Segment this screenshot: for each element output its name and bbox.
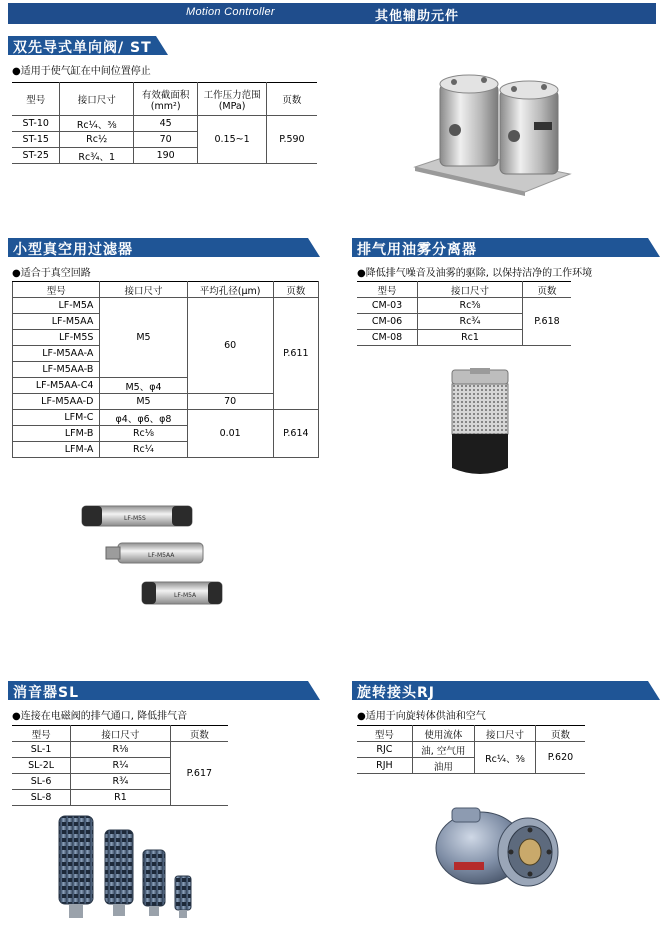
model-cell: LF-M5AA-A (13, 346, 100, 362)
silencer-photo (55, 812, 205, 924)
port-cell: Rc¼、⅜ (60, 116, 134, 132)
column-header: 型号 (357, 726, 412, 742)
table-row (13, 298, 319, 314)
section-bullet: ●适用于使气缸在中间位置停止 (12, 66, 151, 77)
fluid-cell: 油, 空气用 (412, 742, 474, 758)
table-row (13, 410, 319, 426)
model-cell: LF-M5AA-B (13, 362, 100, 378)
model-cell: LF-M5S (13, 330, 100, 346)
port-cell: R⅛ (71, 742, 170, 758)
port-cell: φ4、φ6、φ8 (100, 410, 187, 426)
page-cell: P.618 (522, 298, 571, 346)
product-label: LF-M5S (124, 515, 146, 522)
area-cell: 190 (134, 148, 198, 164)
column-header: 型号 (357, 282, 418, 298)
model-cell: LFM-C (13, 410, 100, 426)
port-cell: Rc¾ (418, 314, 523, 330)
section-title: 排气用油雾分离器 (357, 242, 477, 258)
pore-cell: 0.01 (187, 410, 273, 458)
model-cell: SL-6 (12, 774, 71, 790)
mist-separator-photo (440, 368, 520, 480)
silencer-spec-table (12, 725, 228, 806)
section-title: 旋转接头RJ (357, 685, 435, 701)
column-header: 平均孔径(μm) (187, 282, 273, 298)
column-header: 接口尺寸 (474, 726, 535, 742)
model-cell: SL-8 (12, 790, 71, 806)
product-label: LF-M5A (174, 592, 197, 599)
model-cell: LF-M5AA (13, 314, 100, 330)
page-cell: P.617 (170, 742, 228, 806)
table-row (357, 298, 571, 314)
mist-spec-table (357, 281, 571, 346)
model-cell: RJC (357, 742, 412, 758)
section-header-silencer (8, 681, 320, 700)
model-cell: ST-15 (12, 132, 60, 148)
table-row (12, 742, 228, 758)
fluid-cell: 油用 (412, 758, 474, 774)
column-header: 有效截面积 (mm²) (134, 83, 198, 116)
st-spec-table (12, 82, 317, 164)
model-cell: LF-M5AA-C4 (13, 378, 100, 394)
rotary-joint-photo (432, 800, 562, 895)
port-cell: Rc⅜ (418, 298, 523, 314)
page-cell: P.620 (535, 742, 585, 774)
brand-label: Motion Controller (186, 6, 275, 18)
port-cell: R1 (71, 790, 170, 806)
port-cell: Rc1 (418, 330, 523, 346)
section-bullet: ●适用于向旋转体供油和空气 (357, 711, 486, 722)
port-cell: Rc¼ (100, 442, 187, 458)
check-valve-photo (410, 62, 575, 197)
section-title: 消音器SL (13, 685, 80, 701)
filter-spec-table (12, 281, 319, 458)
page-cell: P.611 (273, 298, 318, 410)
model-cell: CM-06 (357, 314, 418, 330)
section-header-filter (8, 238, 320, 257)
column-header: 使用流体 (412, 726, 474, 742)
section-title: 双先导式单向阀/ ST (13, 40, 152, 56)
product-label: LF-M5AA (148, 552, 175, 559)
table-row (357, 742, 585, 758)
column-header: 页数 (535, 726, 585, 742)
pore-cell: 60 (187, 298, 273, 394)
table-row (12, 116, 317, 132)
port-cell: Rc½ (60, 132, 134, 148)
port-cell: R¼ (71, 758, 170, 774)
column-header: 工作压力范围 (MPa) (198, 83, 266, 116)
page-cell: P.614 (273, 410, 318, 458)
column-header: 接口尺寸 (60, 83, 134, 116)
port-cell: R¾ (71, 774, 170, 790)
model-cell: LF-M5AA-D (13, 394, 100, 410)
model-cell: LF-M5A (13, 298, 100, 314)
section-bullet: ●降低排气噪音及油雾的驱除, 以保持洁净的工作环境 (357, 268, 593, 279)
port-cell: Rc⅛ (100, 426, 187, 442)
pressure-cell: 0.15~1 (198, 116, 266, 164)
column-header: 页数 (170, 726, 228, 742)
section-title: 小型真空用过滤器 (13, 242, 133, 258)
rj-spec-table (357, 725, 585, 774)
column-header: 页数 (266, 83, 317, 116)
vacuum-filter-photo (78, 498, 228, 610)
section-bullet: ●连接在电磁阀的排气通口, 降低排气音 (12, 711, 188, 722)
port-cell: Rc¼、⅜ (474, 742, 535, 774)
model-cell: ST-25 (12, 148, 60, 164)
column-header: 接口尺寸 (71, 726, 170, 742)
model-cell: CM-08 (357, 330, 418, 346)
section-header-rotary-joint (352, 681, 660, 700)
section-header-mist-separator (352, 238, 660, 257)
model-cell: RJH (357, 758, 412, 774)
column-header: 接口尺寸 (100, 282, 187, 298)
model-cell: LFM-A (13, 442, 100, 458)
column-header: 型号 (12, 83, 60, 116)
model-cell: ST-10 (12, 116, 60, 132)
pore-cell: 70 (187, 394, 273, 410)
page-header-bar (8, 3, 656, 24)
model-cell: SL-1 (12, 742, 71, 758)
model-cell: SL-2L (12, 758, 71, 774)
page-title: 其他辅助元件 (375, 9, 460, 24)
column-header: 页数 (273, 282, 318, 298)
area-cell: 45 (134, 116, 198, 132)
area-cell: 70 (134, 132, 198, 148)
port-cell: Rc¾、1 (60, 148, 134, 164)
column-header: 型号 (13, 282, 100, 298)
port-cell: M5 (100, 394, 187, 410)
port-cell: M5、φ4 (100, 378, 187, 394)
section-bullet: ●适合于真空回路 (12, 268, 91, 279)
table-row (13, 394, 319, 410)
page-cell: P.590 (266, 116, 317, 164)
port-cell: M5 (100, 298, 187, 378)
column-header: 型号 (12, 726, 71, 742)
model-cell: CM-03 (357, 298, 418, 314)
column-header: 页数 (522, 282, 571, 298)
column-header: 接口尺寸 (418, 282, 523, 298)
model-cell: LFM-B (13, 426, 100, 442)
section-header-st (8, 36, 168, 55)
